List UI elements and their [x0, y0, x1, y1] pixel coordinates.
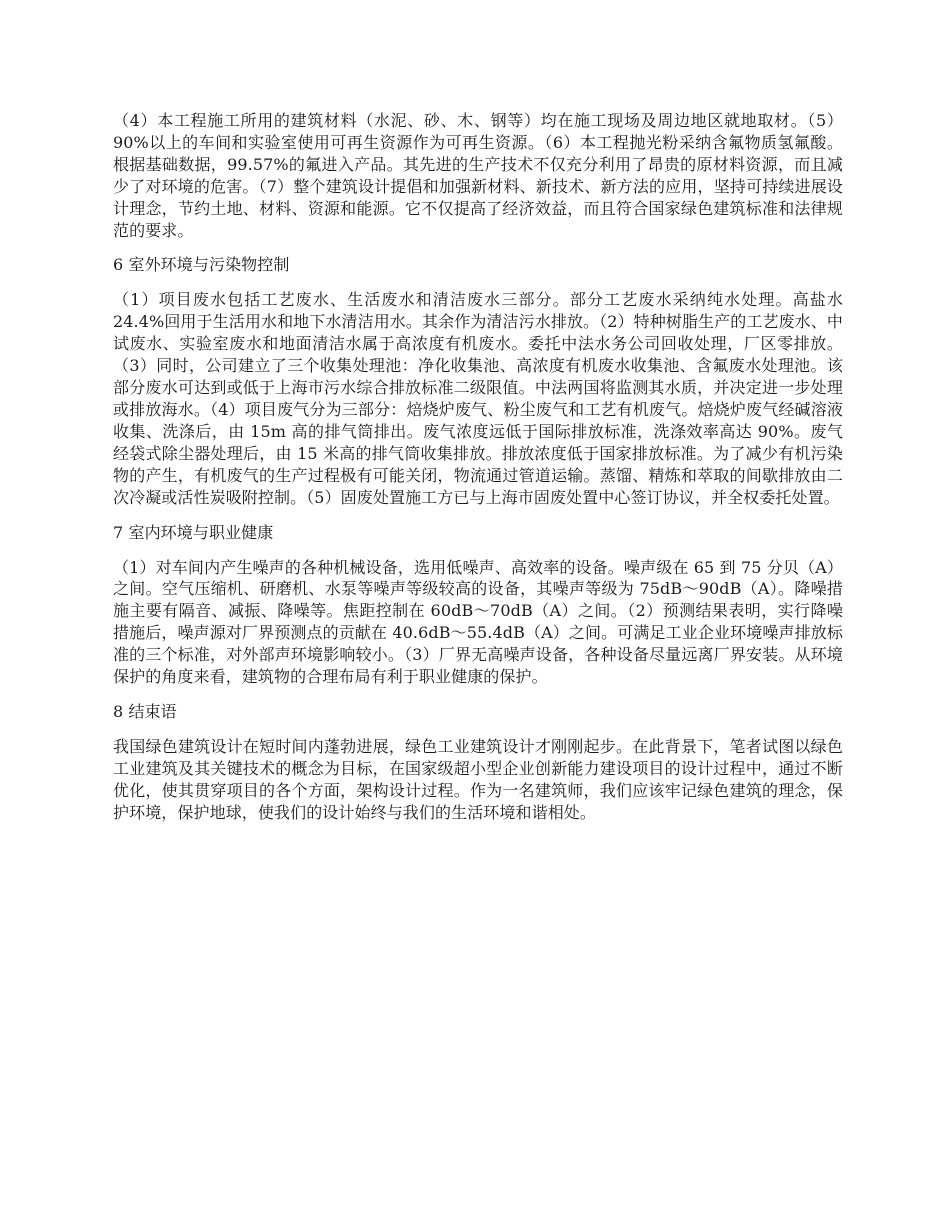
paragraph-materials: （4）本工程施工所用的建筑材料（水泥、砂、木、钢等）均在施工现场及周边地区就地取材。（5）90%以上的车间和实验室使用可再生资源作为可再生资源。（6）本工程抛光粉采纳含氟物质氢氟酸。根据基础数据，99.57%的氟进入产品。其先进的生产技术不仅充分利用了昂贵的原材料资源，而且减少了对环境的危害。（7）整个建筑设计提倡和加强新材料、新技术、新方法的应用，坚持可持续进展设计理念，节约土地、材料、资源和能源。它不仅提高了经济效益，而且符合国家绿色建筑标准和法律规范的要求。 [113, 111, 843, 240]
paragraph-pollution-control: （1）项目废水包括工艺废水、生活废水和清洁废水三部分。部分工艺废水采纳纯水处理。高盐水 24.4%回用于生活用水和地下水清洁用水。其余作为清洁污水排放。（2）特种树脂生产的工艺废水、中试废水、实验室废水和地面清洁水属于高浓度有机废水。委托中法水务公司回收处理，厂区零排放。（3）同时，公司建立了三个收集处理池：净化收集池、高浓度有机废水收集池、含氟废水处理池。该部分废水可达到或低于上海市污水综合排放标准二级限值。中法两国将监测其水质，并决定进一步处理或排放海水。（4）项目废气分为三部分：焙烧炉废气、粉尘废气和工艺有机废气。焙烧炉废气经碱溶液收集、洗涤后，由 15m 高的排气筒排出。废气浓度远低于国际排放标准，洗涤效率高达 90%。废气经袋式除尘器处理后，由 15 米高的排气筒收集排放。排放浓度低于国家排放标准。为了减少有机污染物的产生，有机废气的生产过程极有可能关闭，物流通过管道运输。蒸馏、精炼和萃取的间歇排放由二次冷凝或活性炭吸附控制。（5）固废处置施工方已与上海市固废处置中心签订协议，并全权委托处置。 [113, 290, 843, 507]
document-body [113, 110, 843, 837]
paragraph-occupational-health: （1）对车间内产生噪声的各种机械设备，选用低噪声、高效率的设备。噪声级在 65 到 75 分贝（A）之间。空气压缩机、研磨机、水泵等噪声等级较高的设备，其噪声等级为 75dB～90dB（A）。降噪措施主要有隔音、减振、降噪等。焦距控制在 60dB～70dB（A）之间。（2）预测结果表明，实行降噪措施后，噪声源对厂界预测点的贡献在 40.6dB～55.4dB（A）之间。可满足工业企业环境噪声排放标准的三个标准，对外部声环境影响较小。（3）厂界无高噪声设备，各种设备尽量远离厂界安装。从环境保护的角度来看，建筑物的合理布局有利于职业健康的保护。 [113, 557, 843, 687]
section-heading-7: 7 室内环境与职业健康 [113, 522, 274, 542]
paragraph-conclusion: 我国绿色建筑设计在短时间内蓬勃进展，绿色工业建筑设计才刚刚起步。在此背景下，笔者试图以绿色工业建筑及其关键技术的概念为目标，在国家级超小型企业创新能力建设项目的设计过程中，通过不断优化，使其贯穿项目的各个方面，架构设计过程。作为一名建筑师，我们应该牢记绿色建筑的理念，保护环境，保护地球，使我们的设计始终与我们的生活环境和谐相处。 [113, 736, 843, 822]
section-heading-8: 8 结束语 [113, 701, 177, 721]
section-heading-6: 6 室外环境与污染物控制 [113, 255, 290, 275]
